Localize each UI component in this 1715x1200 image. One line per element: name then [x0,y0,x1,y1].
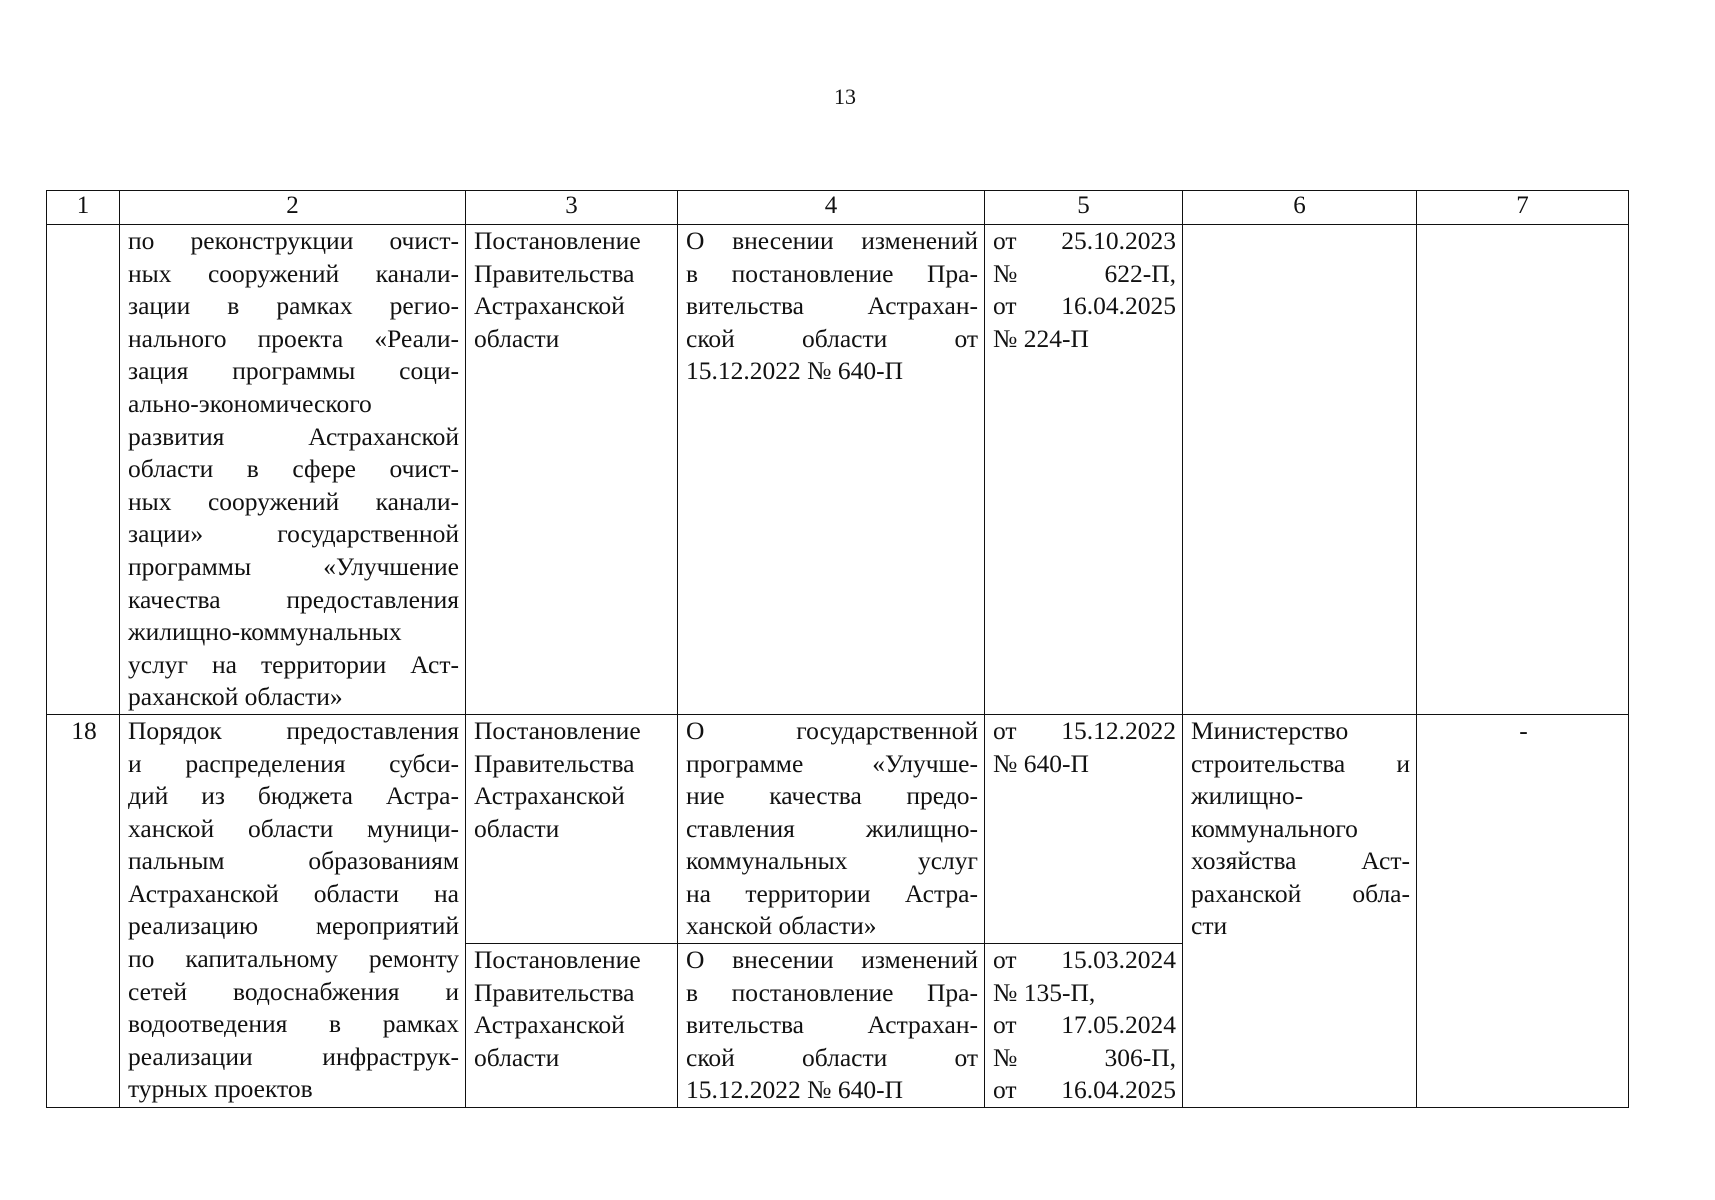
measure-name-cell [120,714,466,1107]
responsible-cell: Министерство строительства и жилищно- коммунального хозяйства Аст- раханской обла- сти [1183,714,1417,1107]
measure-name-cell [120,225,466,715]
note-cell: - [1417,714,1629,1107]
measure-name-text: по реконструкции очист- ных сооружений канали- зации в рамках регио- нального проекта «Реали- зация программы соци- ально-экономического развития Астраханской области в сфере очист- ных сооружений канали- зации» государственной программы «Улучшение качества предоставления жилищно-коммунальных услуг на территории Аст- раханской области» [128,226,459,712]
note-cell [1417,225,1629,715]
table-row [47,225,1629,715]
column-header-2: 2 [120,191,466,225]
document-title-cell: О внесении изменений в постановление Пра- вительства Астрахан- ской области от 15.12.2022 № 640-П [678,225,985,715]
document-title-cell: О внесении изменений в постановление Пра- вительства Астрахан- ской области от 15.12.2022 № 640-П [678,944,985,1108]
column-header-7: 7 [1417,191,1629,225]
column-header-6: 6 [1183,191,1417,225]
column-number-row [47,191,1629,225]
row-number-cell [47,225,120,715]
column-header-5: 5 [985,191,1183,225]
document-title-cell: О государственной программе «Улучше- ние качества предо- ставления жилищно- коммунальных услуг на территории Астра- ханской области» [678,714,985,943]
column-header-3: 3 [466,191,678,225]
document-type-cell: Постановление Правительства Астраханской области [466,225,678,715]
row-number-cell: 18 [47,714,120,1107]
table-row [47,714,1629,943]
document-date-cell: от 25.10.2023 № 622-П, от 16.04.2025 № 224-П [985,225,1183,715]
document-type-cell: Постановление Правительства Астраханской области [466,944,678,1108]
column-header-4: 4 [678,191,985,225]
document-type-cell: Постановление Правительства Астраханской области [466,714,678,943]
responsible-cell [1183,225,1417,715]
document-date-cell: от 15.12.2022 № 640-П [985,714,1183,943]
column-header-1: 1 [47,191,120,225]
regulations-table [46,190,1629,1108]
measure-name-text: Порядок предоставления и распределения субси- дий из бюджета Астра- ханской области муници- пальным образованиям Астраханской области на реализацию мероприятий по капитальному ремонту сетей водоснабжения и водоотведения в рамках реализации инфраструк- турных проектов [128,715,459,1104]
document-date-cell: от 15.03.2024 № 135-П, от 17.05.2024 № 306-П, от 16.04.2025 [985,944,1183,1108]
page-number: 13 [834,84,856,109]
